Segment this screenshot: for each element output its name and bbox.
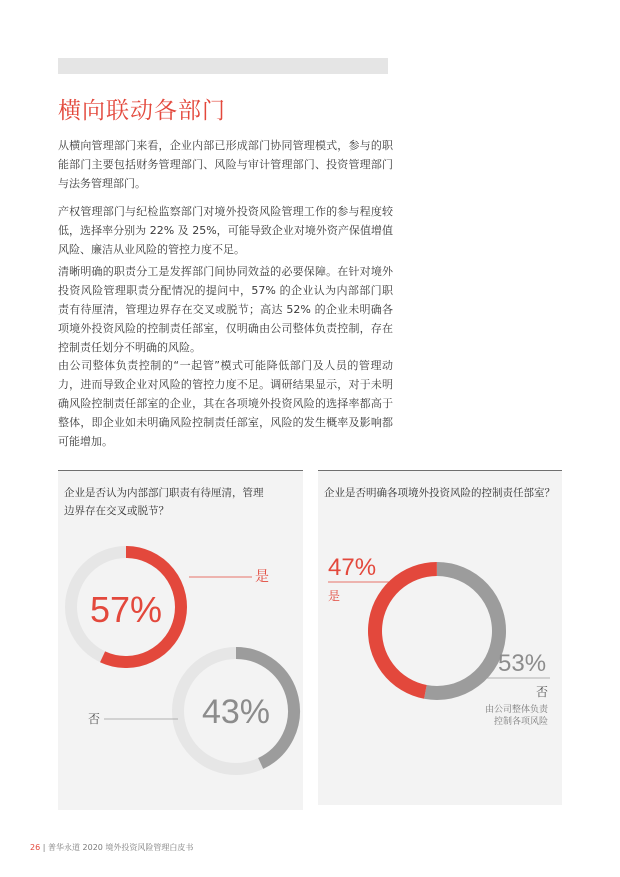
footer-text: 普华永道 2020 境外投资风险管理白皮书 <box>47 843 194 852</box>
paragraph-4: 由公司整体负责控制的“一起管”模式可能降低部门及人员的管理动力，进而导致企业对风险的管控力度不足。调研结果显示，对于未明确风险控制责任部室的企业，其在各项境外投资风险的选择率都高于整体，即企业如未明确风险控制责任部室，风险的发生概率及影响都可能增加。 <box>58 359 393 448</box>
label-yes: 是 <box>255 569 269 585</box>
pct-no: 43% <box>201 693 271 731</box>
no-note-line2: 控制各项风险 <box>493 717 548 727</box>
donut-chart-left <box>58 470 303 810</box>
label-yes: 是 <box>328 589 341 603</box>
page-number: 26 <box>30 843 41 852</box>
section-title: 横向联动各部门 <box>58 98 226 124</box>
top-bar <box>58 58 388 74</box>
chart-question-left: 企业是否认为内部部门职责有待厘清，管理边界存在交叉或脱节？ <box>64 487 264 517</box>
paragraph-3: 清晰明确的职责分工是发挥部门间协同效益的必要保障。在针对境外投资风险管理职责分配情况的提问中，57% 的企业认为内部部门职责有待厘清，管理边界存在交叉或脱节；高达 52% 的企业未明确各项境外投资风险的控制责任部室，仅明确由公司整体负责控制，存在控制责任划分不明确的风险。 <box>58 265 393 354</box>
pct-yes: 57% <box>89 589 163 630</box>
label-no: 否 <box>88 712 101 726</box>
chart-panel-right <box>318 470 562 805</box>
donut-slice-no <box>425 569 499 693</box>
paragraph-1: 从横向管理部门来看，企业内部已形成部门协同管理模式，参与的职能部门主要包括财务管理部门、风险与审计管理部门、投资管理部门与法务管理部门。 <box>58 139 393 190</box>
donut-slice-yes <box>375 569 437 692</box>
footer <box>30 842 193 853</box>
no-note-line1: 由公司整体负责 <box>484 705 548 715</box>
label-no: 否 <box>535 685 548 699</box>
pct-yes: 47% <box>328 554 377 581</box>
donut-chart-right <box>318 470 562 805</box>
chart-question-right: 企业是否明确各项境外投资风险的控制责任部室？ <box>324 487 555 499</box>
paragraph-2: 产权管理部门与纪检监察部门对境外投资风险管理工作的参与程度较低，选择率分别为 22% 及 25%，可能导致企业对境外资产保值增值风险、廉洁从业风险的管控力度不足。 <box>58 205 393 256</box>
footer-separator: | <box>42 843 46 852</box>
pct-no: 53% <box>498 650 547 677</box>
chart-panel-left <box>58 470 303 810</box>
